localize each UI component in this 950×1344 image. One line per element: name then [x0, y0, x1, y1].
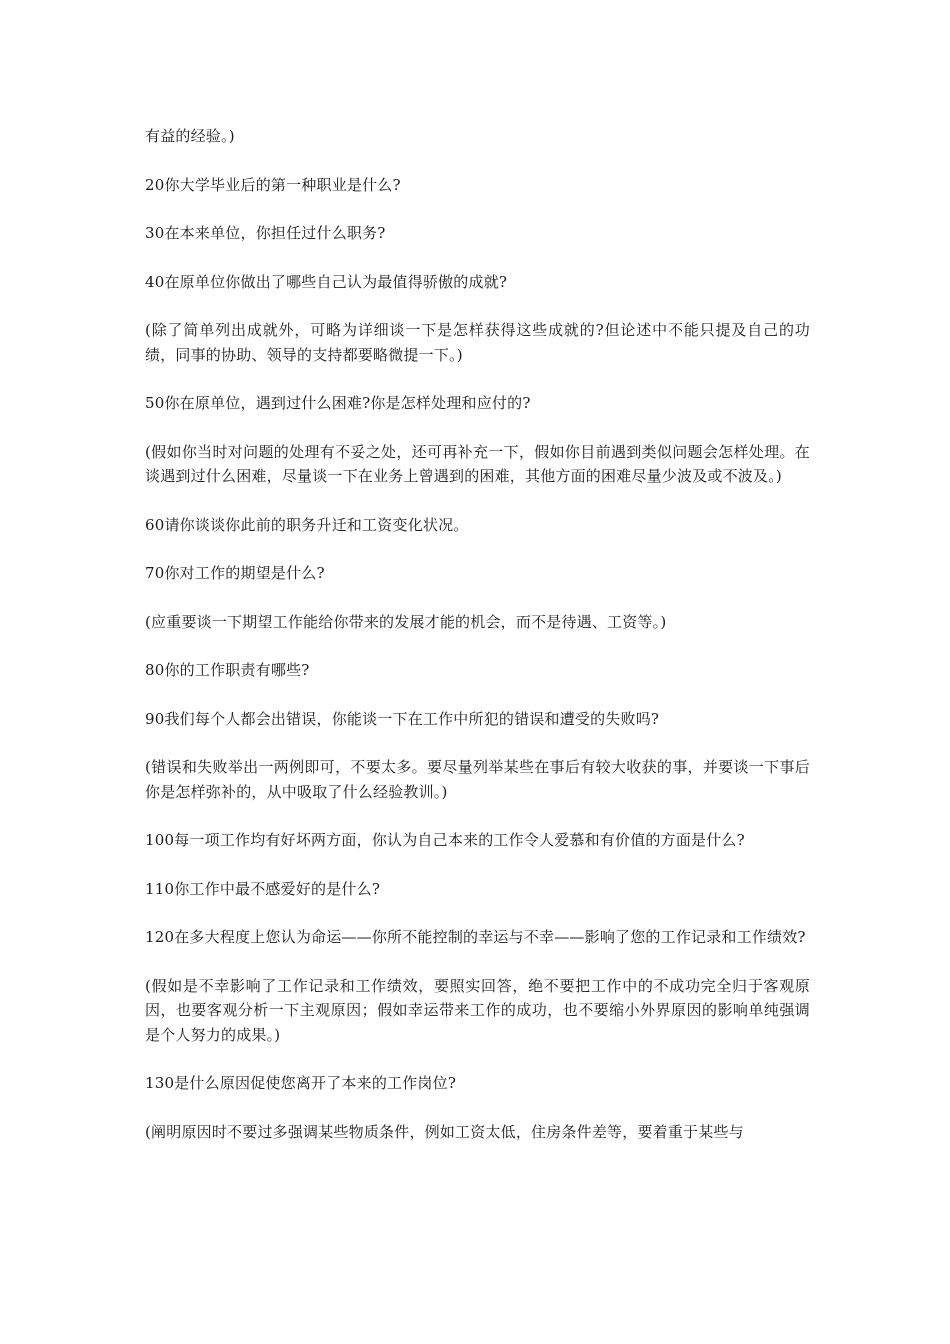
- note-90: (错误和失败举出一两例即可，不要太多。要尽量列举某些在事后有较大收获的事，并要谈一下事后你是怎样弥补的，从中吸取了什么经验教训。): [145, 758, 810, 801]
- note-50: (假如你当时对问题的处理有不妥之处，还可再补充一下，假如你目前遇到类似问题会怎样处理。在谈遇到过什么困难，尽量谈一下在业务上曾遇到的困难，其他方面的困难尽量少波及或不波及。): [145, 442, 810, 485]
- note-130: (阐明原因时不要过多强调某些物质条件，例如工资太低，住房条件差等，要着重于某些与: [145, 1122, 744, 1141]
- note-70: (应重要谈一下期望工作能给你带来的发展才能的机会，而不是待遇、工资等。): [145, 612, 667, 631]
- question-70: 70你对工作的期望是什么?: [145, 564, 325, 582]
- note-40: (除了简单列出成就外，可略为详细谈一下是怎样获得这些成就的?但论述中不能只提及自己的功绩，同事的协助、领导的支持都要略微提一下。): [145, 321, 810, 364]
- question-80: 80你的工作职责有哪些?: [145, 661, 310, 679]
- note-120: (假如是不幸影响了工作记录和工作绩效，要照实回答，绝不要把工作中的不成功完全归于客观原因，也要客观分析一下主观原因；假如幸运带来工作的成功，也不要缩小外界原因的影响单纯强调是个人努力的成果。): [145, 976, 810, 1044]
- question-30: 30在本来单位，你担任过什么职务?: [145, 224, 386, 242]
- question-40: 40在原单位你做出了哪些自己认为最值得骄傲的成就?: [145, 272, 508, 291]
- question-100: 100每一项工作均有好坏两方面，你认为自己本来的工作令人爱慕和有价值的方面是什么?: [145, 831, 745, 849]
- question-120: 120在多大程度上您认为命运——你所不能控制的幸运与不幸——影响了您的工作记录和工作绩效?: [145, 928, 806, 946]
- question-20: 20你大学毕业后的第一种职业是什么?: [145, 175, 401, 194]
- paragraph-1: 有益的经验。): [145, 127, 235, 145]
- question-110: 110你工作中最不感爱好的是什么?: [145, 879, 381, 898]
- document-body: [145, 124, 810, 1168]
- question-90: 90我们每个人都会出错误，你能谈一下在工作中所犯的错误和遭受的失败吗?: [145, 709, 660, 728]
- question-130: 130是什么原因促使您离开了本来的工作岗位?: [145, 1074, 457, 1092]
- question-60: 60请你谈谈你此前的职务升迁和工资变化状况。: [145, 515, 469, 534]
- question-50: 50你在原单位，遇到过什么困难?你是怎样处理和应付的?: [145, 394, 531, 412]
